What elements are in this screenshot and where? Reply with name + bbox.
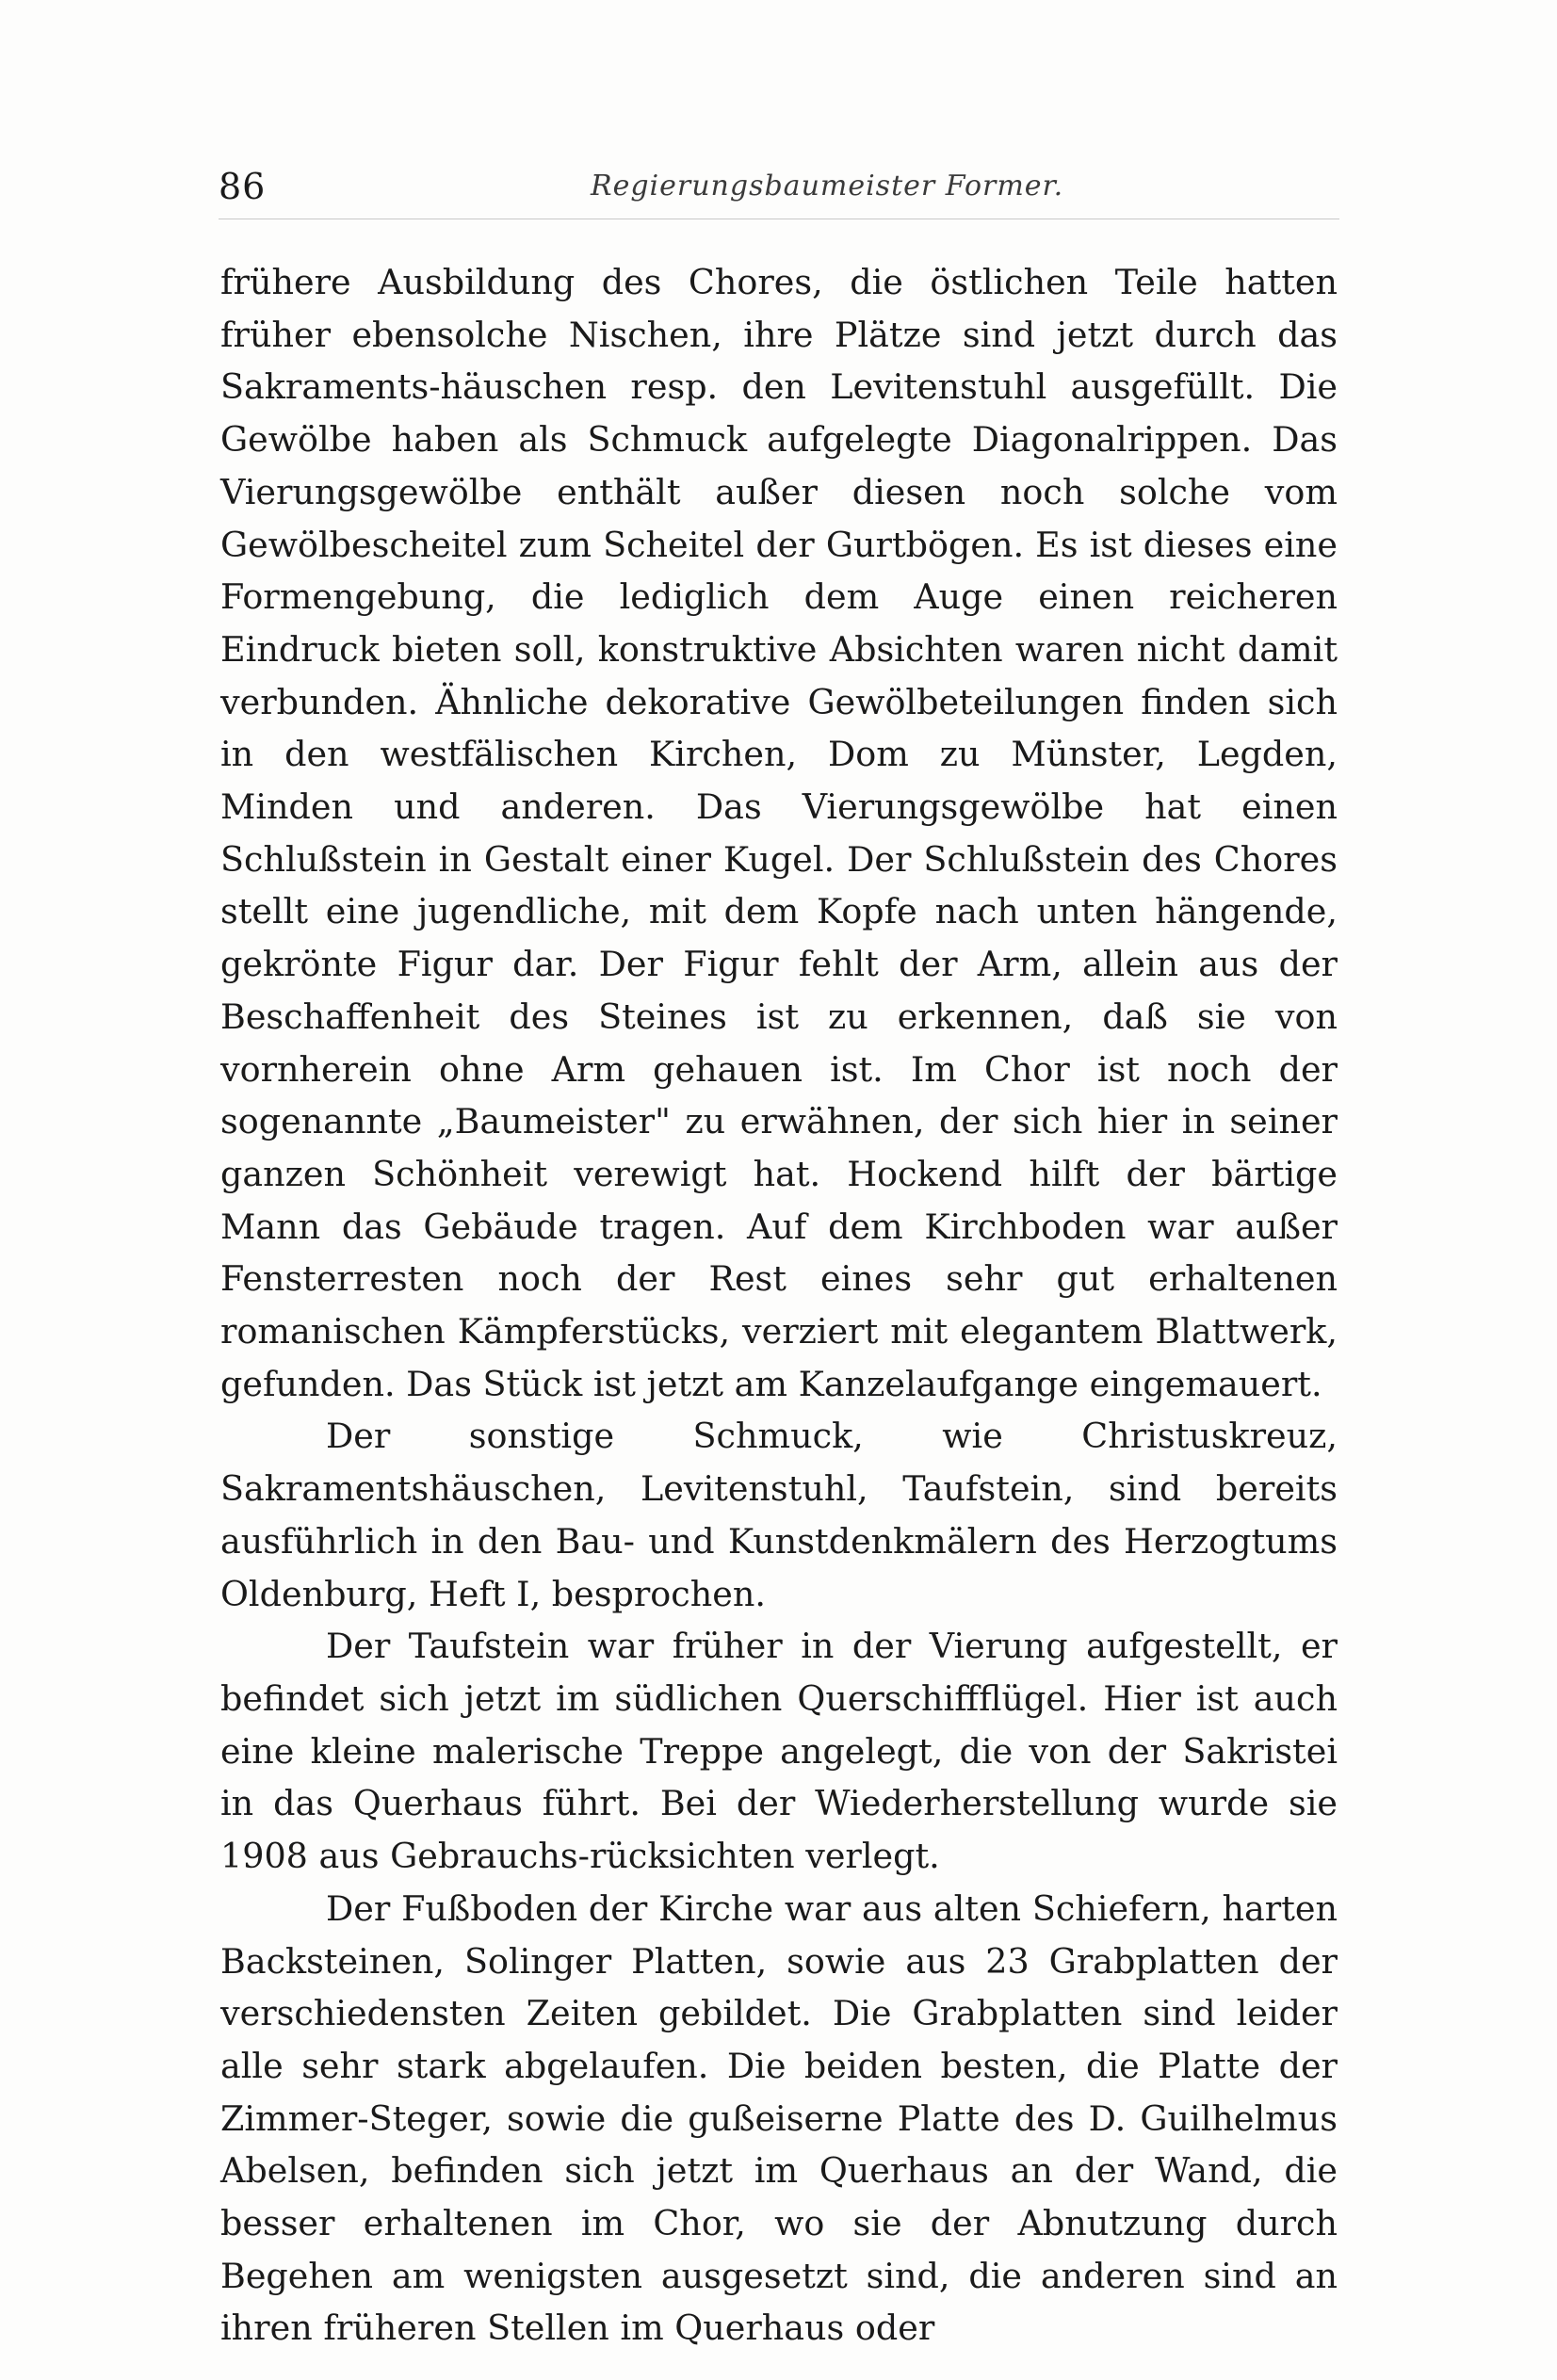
body-text xyxy=(220,256,1338,2355)
paragraph: Der Taufstein war früher in der Vierung aufgestellt, er befindet sich jetzt im südlichen Querschiffflügel. Hier ist auch eine kleine malerische Treppe angelegt, die von der Sakristei in das Querhaus führt. Bei der Wiederherstellung wurde sie 1908 aus Gebrauchs-rücksichten verlegt. xyxy=(220,1626,1338,1877)
running-title: Regierungsbaumeister Former. xyxy=(591,170,1064,202)
paragraph-continued: frühere Ausbildung des Chores, die östlichen Teile hatten früher ebensolche Nischen, ihre Plätze sind jetzt durch das Sakraments-häuschen resp. den Levitenstuhl ausgefüllt. Die Gewölbe haben als Schmuck aufgelegte Diagonalrippen. Das Vierungsgewölbe enthält außer diesen noch solche vom Gewölbescheitel zum Scheitel der Gurtbögen. Es ist dieses eine Formengebung, die lediglich dem Auge einen reicheren Eindruck bieten soll, konstruktive Absichten waren nicht damit verbunden. Ähnliche dekorative Gewölbeteilungen finden sich in den westfälischen Kirchen, Dom zu Münster, Legden, Minden und anderen. Das Vierungsgewölbe hat einen Schlußstein in Gestalt einer Kugel. Der Schlußstein des Chores stellt eine jugendliche, mit dem Kopfe nach unten hängende, gekrönte Figur dar. Der Figur fehlt der Arm, allein aus der Beschaffenheit des Steines ist zu erkennen, daß sie von vornherein ohne Arm gehauen ist. Im Chor ist noch der sogenannte „Baumeister" zu erwähnen, der sich hier in seiner ganzen Schönheit verewigt hat. Hockend hilft der bärtige Mann das Gebäude tragen. Auf dem Kirchboden war außer Fensterresten noch der Rest eines sehr gut erhaltenen romanischen Kämpferstücks, verziert mit elegantem Blattwerk, gefunden. Das Stück ist jetzt am Kanzelaufgange eingemauert. xyxy=(220,262,1338,1404)
page-number: 86 xyxy=(219,166,267,207)
page-header xyxy=(219,166,1339,213)
paragraph: Der sonstige Schmuck, wie Christuskreuz, Sakramentshäuschen, Levitenstuhl, Taufstein, sind bereits ausführlich in den Bau- und Kunstdenkmälern des Herzogtums Oldenburg, Heft I, besprochen. xyxy=(220,1416,1338,1614)
paragraph: Der Fußboden der Kirche war aus alten Schiefern, harten Backsteinen, Solinger Platten, sowie aus 23 Grabplatten der verschiedensten Zeiten gebildet. Die Grabplatten sind leider alle sehr stark abgelaufen. Die beiden besten, die Platte der Zimmer-Steger, sowie die gußeiserne Platte des D. Guilhelmus Abelsen, befinden sich jetzt im Querhaus an der Wand, die besser erhaltenen im Chor, wo sie der Abnutzung durch Begehen am wenigsten ausgesetzt sind, die anderen sind an ihren früheren Stellen im Querhaus oder xyxy=(220,1887,1338,2349)
